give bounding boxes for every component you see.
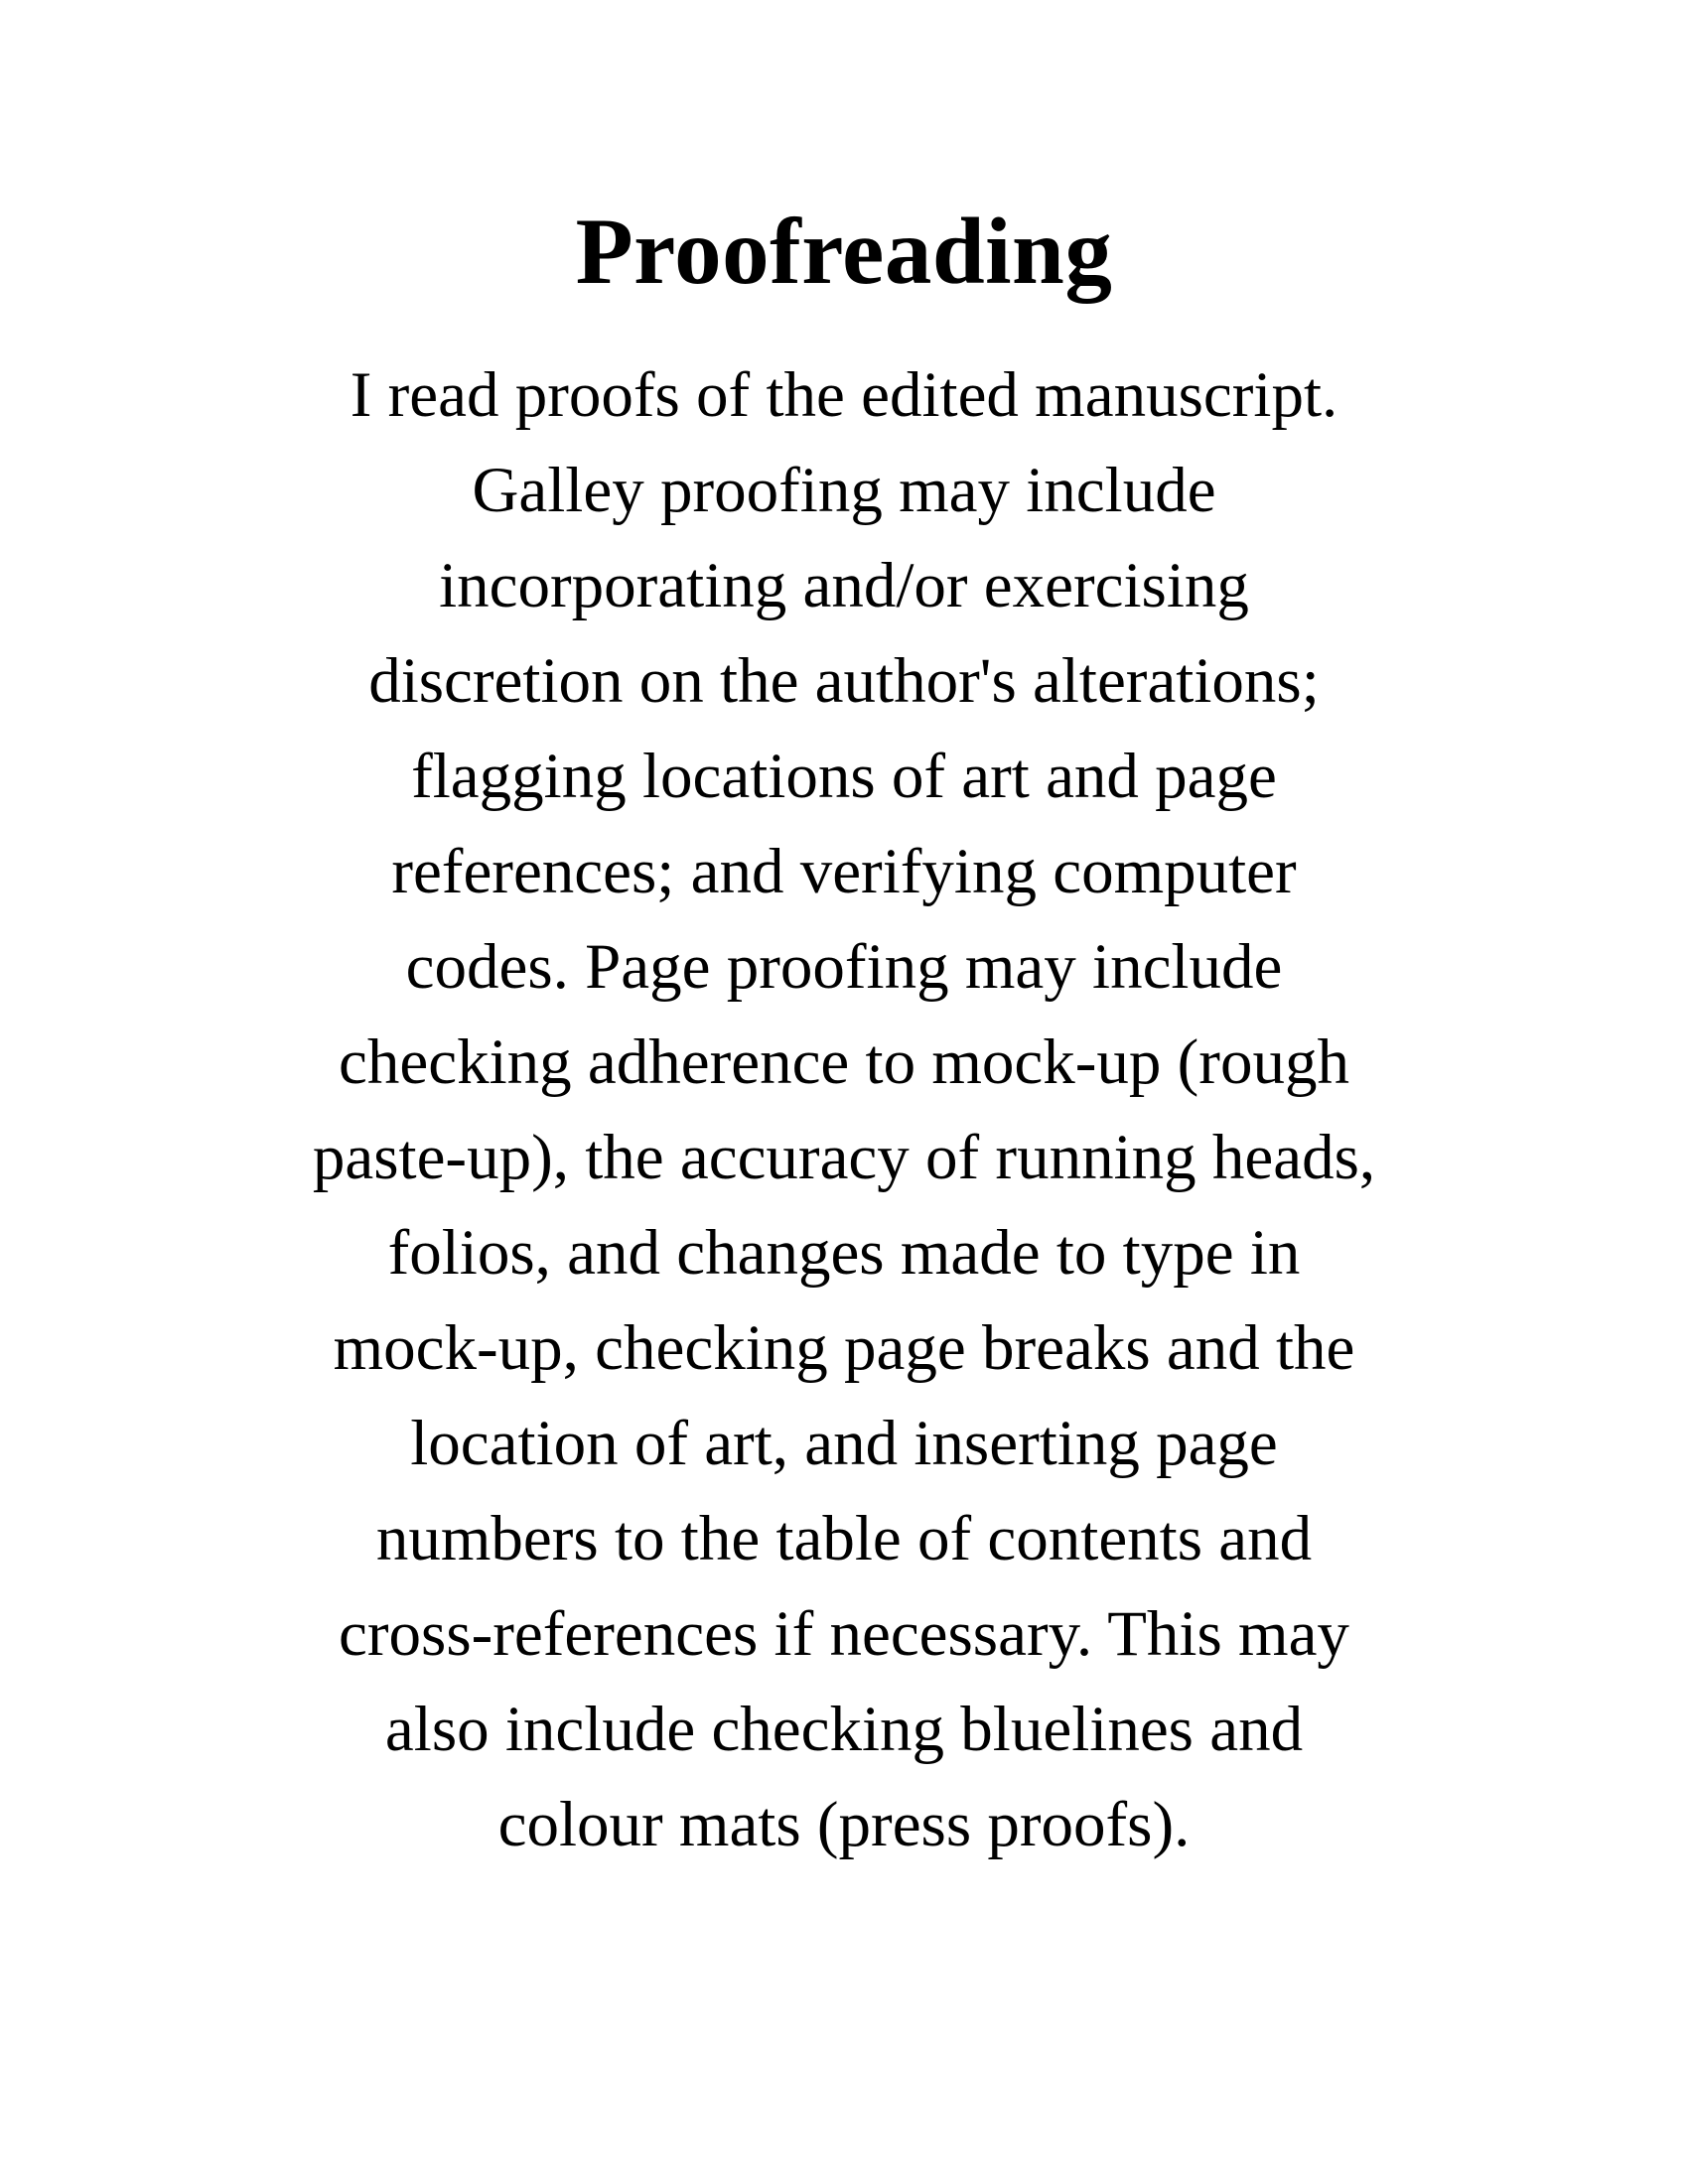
paragraph-line: I read proofs of the edited manuscript. <box>350 359 1338 431</box>
paragraph-line: incorporating and/or exercising <box>439 550 1249 621</box>
paragraph-line: colour mats (press proofs). <box>497 1789 1191 1860</box>
paragraph-line: folios, and changes made to type in <box>387 1217 1301 1289</box>
paragraph-line: discretion on the author's alterations; <box>368 645 1320 717</box>
body-paragraph <box>149 347 1539 1872</box>
page-title: Proofreading <box>575 199 1113 304</box>
paragraph-line: cross-references if necessary. This may <box>339 1598 1349 1670</box>
paragraph-line: also include checking bluelines and <box>384 1694 1304 1765</box>
paragraph-line: Galley proofing may include <box>472 455 1216 526</box>
paragraph-line: location of art, and inserting page <box>410 1408 1278 1479</box>
paragraph-line: mock-up, checking page breaks and the <box>333 1312 1355 1384</box>
paragraph-line: paste-up), the accuracy of running heads, <box>312 1122 1376 1193</box>
paragraph-line: checking adherence to mock-up (rough <box>339 1026 1349 1098</box>
paragraph-line: references; and verifying computer <box>391 836 1297 907</box>
paragraph-line: numbers to the table of contents and <box>375 1503 1313 1574</box>
paragraph-line: codes. Page proofing may include <box>405 931 1283 1003</box>
paragraph-line: flagging locations of art and page <box>411 741 1277 812</box>
